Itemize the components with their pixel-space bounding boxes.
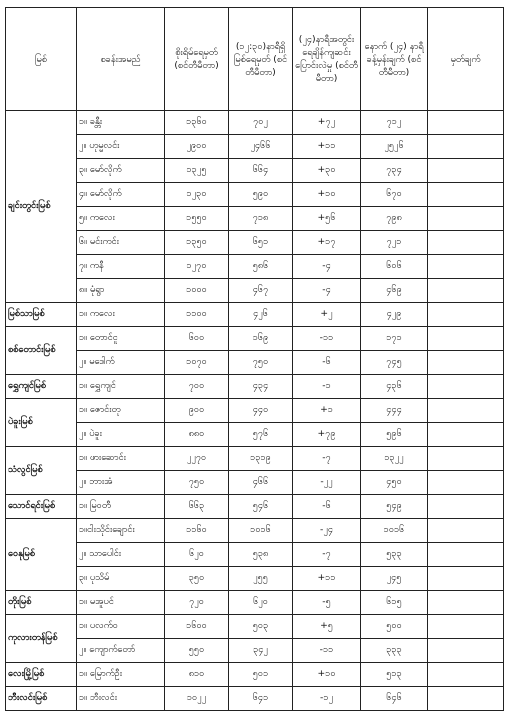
station-name: ၂။ မဒေါက် [77,351,165,375]
forecast-level: ၁၇၁ [361,327,428,351]
current-level: ၅၇၆ [229,423,293,447]
level-change: +၃၀ [293,159,361,183]
remarks-cell [428,519,504,543]
remarks-cell [428,207,504,231]
station-name: ၁။ငါးသိုင်းချောင်း [77,519,165,543]
header-remarks: မှတ်ချက် [428,8,504,111]
level-change: +၁ [293,399,361,423]
forecast-level: ၆၄၆ [361,687,428,711]
remarks-cell [428,687,504,711]
station-name: ၃။ ပုသိမ် [77,567,165,591]
level-change: -၄ [293,255,361,279]
station-name: ၂။ သာပေါင်း [77,543,165,567]
station-name: ၁။ မြောက်ဦး [77,663,165,687]
current-level: ၅၉၀ [229,183,293,207]
table-row [6,135,504,159]
remarks-cell [428,135,504,159]
table-row [6,447,504,471]
station-name: ၁။ ဘီးလင်း [77,687,165,711]
remarks-cell [428,639,504,663]
forecast-level: ၅၃၃ [361,543,428,567]
river-name: တိုးမြစ် [6,591,77,615]
remarks-cell [428,615,504,639]
river-name: ဘီးလင်းမြစ် [6,687,77,711]
level-change: -၁၁ [293,639,361,663]
river-name: သောင်ရင်းမြစ် [6,495,77,519]
current-level: ၅၀၃ [229,615,293,639]
river-name: စစ်တောင်းမြစ် [6,327,77,375]
remarks-cell [428,231,504,255]
table-row [6,303,504,327]
remarks-cell [428,423,504,447]
forecast-level: ၇၃၄ [361,159,428,183]
river-name: မြစ်သာမြစ် [6,303,77,327]
level-change: +၁၀ [293,183,361,207]
level-change: -၂၂ [293,471,361,495]
remarks-cell [428,375,504,399]
station-name: ၈။ မုံရွာ [77,279,165,303]
current-level: ၇၅၀ [229,351,293,375]
level-change: -၆ [293,351,361,375]
level-change: -၇ [293,447,361,471]
remarks-cell [428,327,504,351]
river-name: ပဲခူးမြစ် [6,399,77,447]
forecast-level: ၆၀၆ [361,255,428,279]
danger-level: ၈၁၀ [165,663,229,687]
current-level: ၄၂၆ [229,303,293,327]
level-change: +၁၀ [293,663,361,687]
table-row [6,231,504,255]
forecast-level: ၄၃၆ [361,375,428,399]
level-change: +၅ [293,615,361,639]
station-name: ၂။ ဟုမ္မလင်း [77,135,165,159]
level-change: -၄ [293,279,361,303]
remarks-cell [428,495,504,519]
level-change: +၂ [293,303,361,327]
remarks-cell [428,471,504,495]
remarks-cell [428,663,504,687]
river-name: လေးမြို့မြစ် [6,663,77,687]
current-level: ၅၃၈ [229,543,293,567]
table-row [6,639,504,663]
forecast-level: ၄၅၀ [361,471,428,495]
remarks-cell [428,447,504,471]
current-level: ၄၃၄ [229,375,293,399]
current-level: ၁၀၁၆ [229,519,293,543]
station-name: ၁။ တောင်ငူ [77,327,165,351]
danger-level: ၈၈၀ [165,423,229,447]
station-name: ၁။ ရွှေကျင် [77,375,165,399]
table-row [6,183,504,207]
forecast-level: ၇၂၁ [361,231,428,255]
station-name: ၃။ မော်လိုက် [77,159,165,183]
forecast-level: ၃၃၃ [361,639,428,663]
danger-level: ၃၅၀ [165,567,229,591]
station-name: ၂။ ကျောက်တော် [77,639,165,663]
forecast-level: ၁၀၁၆ [361,519,428,543]
remarks-cell [428,303,504,327]
table-row [6,375,504,399]
table-row [6,255,504,279]
danger-level: ၁၂၃၀ [165,183,229,207]
danger-level: ၁၅၅၀ [165,207,229,231]
table-row [6,687,504,711]
current-level: ၆၆၄ [229,159,293,183]
station-name: ၁။ မအူပင် [77,591,165,615]
danger-level: ၁၀၂၂ [165,687,229,711]
station-name: ၁။ ဇောင်းတု [77,399,165,423]
remarks-cell [428,183,504,207]
remarks-cell [428,351,504,375]
remarks-cell [428,591,504,615]
header-current-level: (၁၂:၃၀)နာရီရှိ မြစ်ရေမှတ် (စင်တီမီတာ) [229,8,293,111]
remarks-cell [428,159,504,183]
table-row [6,207,504,231]
level-change: -၅ [293,591,361,615]
table-body [6,111,504,711]
forecast-level: ၅၄၉ [361,495,428,519]
table-row [6,327,504,351]
current-level: ၆၄၁ [229,687,293,711]
danger-level: ၁၀၀၀ [165,279,229,303]
water-level-table [5,7,504,711]
danger-level: ၉၀၀ [165,399,229,423]
current-level: ၄၄၀ [229,399,293,423]
level-change: +၇၉ [293,423,361,447]
level-change: +၅၆ [293,207,361,231]
table-row [6,399,504,423]
level-change: +၇၂ [293,111,361,135]
table-row [6,495,504,519]
remarks-cell [428,255,504,279]
table-row [6,615,504,639]
current-level: ၅၈၆ [229,255,293,279]
level-change: -၆ [293,495,361,519]
danger-level: ၁၃၂၅ [165,159,229,183]
level-change: -၂၄ [293,519,361,543]
header-river: မြစ် [6,8,77,111]
table-row [6,591,504,615]
level-change: -၁၂ [293,687,361,711]
station-name: ၁။ ကလေး [77,303,165,327]
level-change: -၁၁ [293,327,361,351]
danger-level: ၆၆၃ [165,495,229,519]
danger-level: ၇၀၀ [165,375,229,399]
current-level: ၃၄၂ [229,639,293,663]
table-row [6,567,504,591]
remarks-cell [428,567,504,591]
forecast-level: ၅၀၀ [361,615,428,639]
table-row [6,663,504,687]
level-change: +၁၇ [293,231,361,255]
level-change: +၁၁ [293,135,361,159]
station-name: ၄။ မော်လိုက် [77,183,165,207]
forecast-level: ၄၂၉ [361,303,428,327]
danger-level: ၁၁၆၀ [165,519,229,543]
current-level: ၂၄၆၆ [229,135,293,159]
current-level: ၆၂၀ [229,591,293,615]
station-name: ၁။ ဖားဆောင်း [77,447,165,471]
danger-level: ၆၀၀ [165,327,229,351]
station-name: ၂။ ပဲခူး [77,423,165,447]
forecast-level: ၇၁၂ [361,111,428,135]
station-name: ၁။ ခန္တီး [77,111,165,135]
forecast-level: ၁၃၂၂ [361,447,428,471]
current-level: ၂၅၅ [229,567,293,591]
danger-level: ၁၁၀၀ [165,303,229,327]
station-name: ၂။ ဘားအံ [77,471,165,495]
station-name: ၆။ မင်းကင်း [77,231,165,255]
header-forecast: နောက် (၂၄) နာရီ ခန့်မှန်းချက် (စင်တီမီတာ) [361,8,428,111]
river-name: ချင်းတွင်းမြစ် [6,111,77,303]
table-row [6,279,504,303]
current-level: ၄၆၆ [229,471,293,495]
current-level: ၁၆၉ [229,327,293,351]
river-name: သံလွင်မြစ် [6,447,77,495]
table-row [6,111,504,135]
danger-level: ၁၃၆၀ [165,111,229,135]
table-row [6,423,504,447]
station-name: ၁။ မြဝတီ [77,495,165,519]
forecast-level: ၅၁၃ [361,663,428,687]
table-row [6,519,504,543]
forecast-level: ၂၄၅ [361,567,428,591]
current-level: ၇၀၂ [229,111,293,135]
station-name: ၅။ ကလေး [77,207,165,231]
table-row [6,351,504,375]
current-level: ၁၃၁၉ [229,447,293,471]
river-name: ကုလားတန်မြစ် [6,615,77,663]
river-name: ရွှေကျင်မြစ် [6,375,77,399]
header-24h-change: (၂၄)နာရီအတွင်း ရေချိန်ကျဆင်း ပြောင်းလဲမှု (စင်တီမီတာ) [293,8,361,111]
current-level: ၅၀၁ [229,663,293,687]
remarks-cell [428,543,504,567]
level-change: +၁၁ [293,567,361,591]
river-name: ဝေနုမြစ် [6,519,77,591]
current-level: ၆၅၁ [229,231,293,255]
level-change: -၇ [293,543,361,567]
current-level: ၅၄၆ [229,495,293,519]
danger-level: ၇၅၀ [165,471,229,495]
danger-level: ၂၂၇၀ [165,447,229,471]
header-station: စခန်းအမည် [77,8,165,111]
forecast-level: ၂၅၂၆ [361,135,428,159]
table-row [6,159,504,183]
danger-level: ၆၂၀ [165,543,229,567]
table-row [6,471,504,495]
current-level: ၄၆၇ [229,279,293,303]
header-danger-level: စိုးရိမ်ရေမှတ် (စင်တီမီတာ) [165,8,229,111]
level-change: -၁ [293,375,361,399]
remarks-cell [428,111,504,135]
danger-level: ၁၃၅၀ [165,231,229,255]
remarks-cell [428,399,504,423]
station-name: ၇။ ကနီ [77,255,165,279]
danger-level: ၂၉၀၀ [165,135,229,159]
danger-level: ၁၆၀၀ [165,615,229,639]
danger-level: ၁၂၇၀ [165,255,229,279]
forecast-level: ၇၄၅ [361,351,428,375]
forecast-level: ၄၄၄ [361,399,428,423]
station-name: ၁။ ပလက်ဝ [77,615,165,639]
danger-level: ၇၂၀ [165,591,229,615]
forecast-level: ၅၉၆ [361,423,428,447]
forecast-level: ၇၉၈ [361,207,428,231]
table-row [6,543,504,567]
forecast-level: ၆၇၀ [361,183,428,207]
header-row [6,8,504,111]
forecast-level: ၄၆၉ [361,279,428,303]
current-level: ၇၁၈ [229,207,293,231]
danger-level: ၁၀၇၀ [165,351,229,375]
remarks-cell [428,279,504,303]
danger-level: ၅၅၀ [165,639,229,663]
forecast-level: ၆၁၅ [361,591,428,615]
